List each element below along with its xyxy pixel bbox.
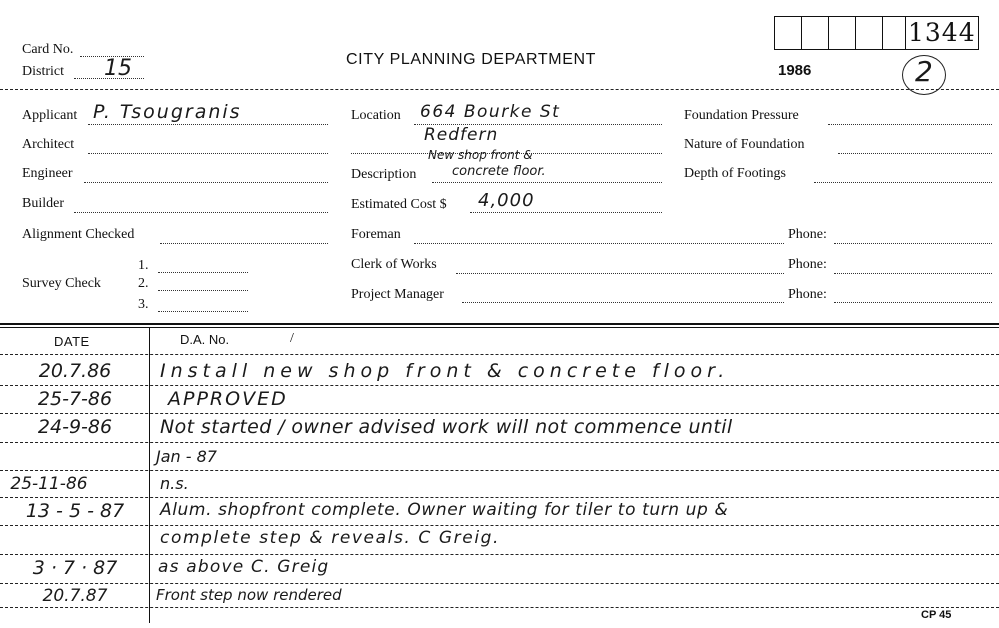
date-column-divider [149,327,150,623]
survey-1: 1. [138,258,149,273]
entry-text: Install new shop front & concrete floor. [160,360,730,382]
entry-text: Jan - 87 [156,447,217,466]
description-label: Description [351,167,417,182]
entry-text: complete step & reveals. C Greig. [160,528,501,548]
phone-label-2: Phone: [788,257,827,272]
pm-label: Project Manager [351,287,444,302]
entry-text: APPROVED [168,388,288,410]
location-line1: 664 Bourke St [420,102,561,122]
da-value: / [290,331,294,346]
circled-number: 2 [915,55,933,88]
district-value: 15 [104,56,132,81]
depth-label: Depth of Footings [684,166,786,181]
phone-label-3: Phone: [788,287,827,302]
entry-text: n.s. [160,474,189,493]
description-line2: concrete floor. [452,164,546,179]
entry-text: as above C. Greig [158,557,330,577]
alignment-label: Alignment Checked [22,227,135,242]
department-title: CITY PLANNING DEPARTMENT [346,51,596,68]
phone-label-1: Phone: [788,227,827,242]
survey-2: 2. [138,276,149,291]
log-top-border [0,323,999,325]
architect-label: Architect [22,137,75,152]
applicant-value: P. Tsougranis [93,101,242,123]
survey-3: 3. [138,297,149,312]
card-no-label: Card No. [22,42,74,57]
entry-date: 13 - 5 - 87 [25,500,125,522]
entry-date: 24-9-86 [37,416,113,438]
description-line1: New shop front & [428,148,533,162]
foreman-label: Foreman [351,227,401,242]
cost-value: 4,000 [478,190,535,211]
foundation-pressure-label: Foundation Pressure [684,108,799,123]
location-label: Location [351,108,401,123]
clerk-label: Clerk of Works [351,257,437,272]
applicant-label: Applicant [22,108,78,123]
entry-date: 3 · 7 · 87 [32,557,118,579]
entry-date: 25-11-86 [10,474,88,494]
form-code: CP 45 [921,609,952,621]
district-label: District [22,64,64,79]
year: 1986 [778,62,812,79]
survey-label: Survey Check [22,276,101,291]
entry-date: 20.7.86 [38,360,112,382]
entry-text: Front step now rendered [156,586,342,604]
card-number: 1344 [908,18,976,47]
location-line2: Redfern [424,125,499,145]
engineer-label: Engineer [22,166,73,181]
entry-date: 25-7-86 [37,388,113,410]
builder-label: Builder [22,196,64,211]
entry-date: 20.7.87 [42,586,108,606]
entry-text: Not started / owner advised work will not commence until [160,416,733,438]
nature-label: Nature of Foundation [684,137,805,152]
entry-text: Alum. shopfront complete. Owner waiting for tiler to turn up & [160,500,729,520]
cost-label: Estimated Cost $ [351,197,447,212]
da-label: D.A. No. [180,332,230,347]
date-header: DATE [54,334,90,349]
